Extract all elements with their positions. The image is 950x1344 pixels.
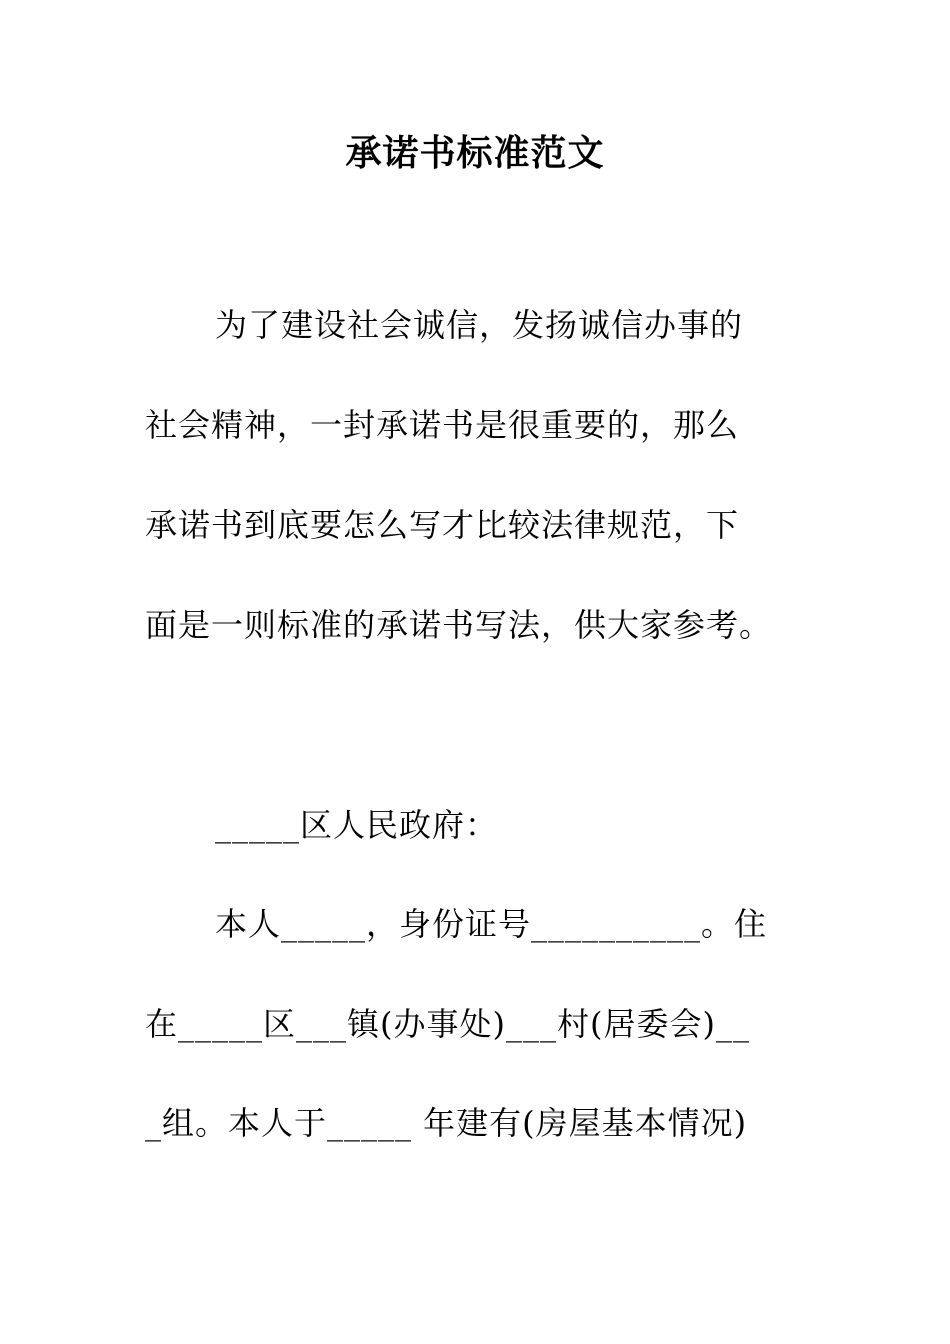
intro-line-3: 承诺书到底要怎么写才比较法律规范，下 xyxy=(145,506,740,544)
intro-line-1: 为了建设社会诚信，发扬诚信办事的 xyxy=(215,306,744,344)
intro-line-4: 面是一则标准的承诺书写法，供大家参考。 xyxy=(145,606,773,644)
body-line-3: _组。本人于_____ 年建有(房屋基本情况) xyxy=(145,1104,748,1142)
body-line-1: 本人_____，身份证号__________。住 xyxy=(215,905,768,943)
body-line-2: 在_____区___镇(办事处)___村(居委会)__ xyxy=(145,1005,750,1043)
document-title: 承诺书标准范文 xyxy=(345,132,605,174)
intro-line-2: 社会精神，一封承诺书是很重要的，那么 xyxy=(145,406,740,444)
salutation: _____区人民政府： xyxy=(215,806,499,844)
